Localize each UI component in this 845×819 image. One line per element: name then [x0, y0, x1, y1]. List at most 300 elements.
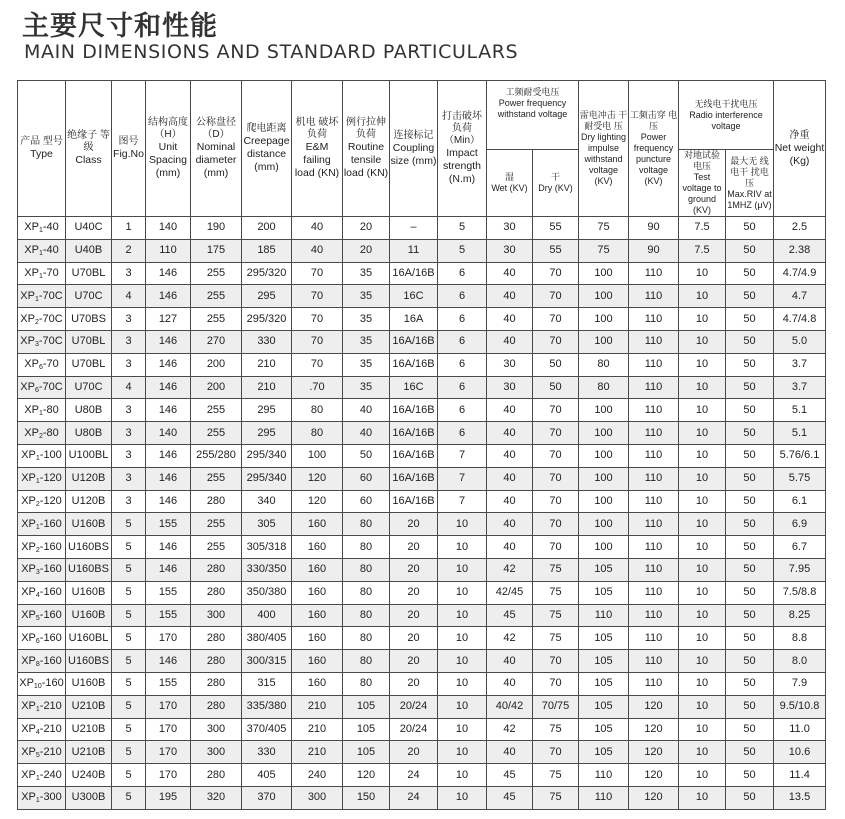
cell-lightning: 105 — [579, 581, 629, 604]
cell-puncture: 110 — [629, 422, 679, 445]
cell-diameter: 280 — [191, 695, 242, 718]
cell-tensile: 80 — [343, 581, 390, 604]
cell-weight: 7.5/8.8 — [774, 581, 826, 604]
type-prefix: XP — [21, 791, 36, 804]
cell-test: 10 — [679, 695, 726, 718]
type-prefix: XP — [21, 722, 36, 735]
cell-test: 10 — [679, 581, 726, 604]
type-prefix: XP — [20, 335, 35, 348]
type-subscript: 6 — [35, 637, 40, 645]
cell-tensile: 80 — [343, 604, 390, 627]
cell-dry: 55 — [533, 217, 579, 240]
table-row — [18, 604, 826, 627]
cell-type — [18, 376, 66, 399]
cell-riv: 50 — [726, 399, 774, 422]
cell-weight: 2.38 — [774, 239, 826, 262]
cell-riv: 50 — [726, 695, 774, 718]
cell-dry: 70 — [533, 444, 579, 467]
cell-coupling: 20 — [390, 627, 438, 650]
type-prefix: XP — [21, 540, 36, 553]
cell-test: 10 — [679, 353, 726, 376]
cell-tensile: 35 — [343, 262, 390, 285]
cell-failing: 160 — [292, 513, 343, 536]
cell-coupling: 24 — [390, 786, 438, 809]
cell-riv: 50 — [726, 262, 774, 285]
cell-coupling: 11 — [390, 239, 438, 262]
type-subscript: 2 — [34, 318, 39, 326]
cell-class: U160BS — [66, 650, 112, 673]
type-prefix: XP — [21, 563, 36, 576]
cell-lightning: 110 — [579, 604, 629, 627]
cell-lightning: 105 — [579, 558, 629, 581]
table-body — [18, 217, 826, 810]
cell-dry: 55 — [533, 239, 579, 262]
cell-wet: 45 — [487, 786, 533, 809]
cell-dry: 70 — [533, 262, 579, 285]
cell-lightning: 105 — [579, 695, 629, 718]
cell-diameter: 255 — [191, 467, 242, 490]
type-suffix: -40 — [42, 221, 59, 234]
cell-fig: 1 — [112, 217, 146, 240]
cell-weight: 9.5/10.8 — [774, 695, 826, 718]
cell-tensile: 35 — [343, 376, 390, 399]
cell-weight: 4.7/4.8 — [774, 308, 826, 331]
cell-puncture: 110 — [629, 650, 679, 673]
cell-fig: 3 — [112, 422, 146, 445]
cell-weight: 5.76/6.1 — [774, 444, 826, 467]
cell-failing: 160 — [292, 558, 343, 581]
cell-dry: 70/75 — [533, 695, 579, 718]
cell-dry: 70 — [533, 467, 579, 490]
cell-impact: 10 — [438, 672, 487, 695]
table-row — [18, 422, 826, 445]
type-suffix: -40 — [42, 244, 59, 257]
type-subscript: 1 — [35, 706, 40, 714]
cell-test: 10 — [679, 741, 726, 764]
type-subscript: 2 — [38, 432, 43, 440]
cell-coupling: 20 — [390, 741, 438, 764]
cell-lightning: 100 — [579, 467, 629, 490]
cell-failing: 100 — [292, 444, 343, 467]
type-suffix: -100 — [39, 449, 62, 462]
type-prefix: XP — [19, 677, 34, 690]
cell-tensile: 120 — [343, 764, 390, 787]
cell-type — [18, 308, 66, 331]
cell-fig: 3 — [112, 330, 146, 353]
cell-tensile: 35 — [343, 330, 390, 353]
cell-tensile: 40 — [343, 399, 390, 422]
cell-impact: 6 — [438, 262, 487, 285]
cell-fig: 5 — [112, 741, 146, 764]
type-suffix: -80 — [42, 426, 59, 439]
cell-test: 10 — [679, 422, 726, 445]
cell-test: 10 — [679, 764, 726, 787]
table-row — [18, 718, 826, 741]
cell-spacing: 146 — [146, 285, 191, 308]
table-row — [18, 513, 826, 536]
cell-diameter: 280 — [191, 558, 242, 581]
cell-class: U300B — [66, 786, 112, 809]
cell-class: U120B — [66, 490, 112, 513]
cell-dry: 70 — [533, 285, 579, 308]
type-subscript: 1 — [38, 227, 43, 235]
cell-spacing: 155 — [146, 604, 191, 627]
cell-riv: 50 — [726, 444, 774, 467]
cell-test: 10 — [679, 376, 726, 399]
cell-failing: 70 — [292, 308, 343, 331]
type-prefix: XP — [21, 631, 36, 644]
cell-creepage: 295/340 — [242, 444, 292, 467]
cell-wet: 42 — [487, 718, 533, 741]
cell-impact: 10 — [438, 558, 487, 581]
type-prefix: XP — [21, 449, 36, 462]
cell-type — [18, 239, 66, 262]
type-subscript: 8 — [35, 660, 40, 668]
cell-spacing: 146 — [146, 490, 191, 513]
cell-type — [18, 285, 66, 308]
cell-failing: 70 — [292, 285, 343, 308]
cell-diameter: 300 — [191, 741, 242, 764]
type-prefix: XP — [24, 221, 39, 234]
header-fig: 图号 Fig.No — [112, 81, 146, 217]
cell-creepage: 210 — [242, 353, 292, 376]
cell-spacing: 170 — [146, 718, 191, 741]
cell-class: U160BS — [66, 536, 112, 559]
cell-impact: 7 — [438, 490, 487, 513]
cell-coupling: 20 — [390, 650, 438, 673]
cell-riv: 50 — [726, 764, 774, 787]
type-suffix: -120 — [39, 494, 62, 507]
cell-coupling: 16A — [390, 308, 438, 331]
cell-type — [18, 786, 66, 809]
cell-puncture: 110 — [629, 536, 679, 559]
type-prefix: XP — [21, 586, 36, 599]
cell-impact: 6 — [438, 330, 487, 353]
type-suffix: -70 — [42, 266, 59, 279]
cell-spacing: 146 — [146, 330, 191, 353]
cell-lightning: 80 — [579, 376, 629, 399]
cell-fig: 4 — [112, 285, 146, 308]
header-test-voltage: 对地试验 电压 Test voltage to ground (KV) — [679, 150, 726, 217]
cell-dry: 75 — [533, 627, 579, 650]
cell-creepage: 300/315 — [242, 650, 292, 673]
cell-diameter: 255 — [191, 399, 242, 422]
cell-test: 10 — [679, 604, 726, 627]
cell-spacing: 146 — [146, 467, 191, 490]
header-radio-interference: 无线电干扰电压 Radio interference voltage — [679, 81, 774, 150]
cell-lightning: 100 — [579, 285, 629, 308]
type-subscript: 4 — [35, 592, 40, 600]
cell-test: 10 — [679, 444, 726, 467]
header-dry: 干 Dry (KV) — [533, 150, 579, 217]
cell-type — [18, 490, 66, 513]
cell-class: U210B — [66, 695, 112, 718]
cell-type — [18, 672, 66, 695]
cell-impact: 6 — [438, 376, 487, 399]
cell-creepage: 315 — [242, 672, 292, 695]
cell-coupling: 20 — [390, 536, 438, 559]
cell-puncture: 110 — [629, 672, 679, 695]
cell-impact: 6 — [438, 308, 487, 331]
type-suffix: -70C — [38, 335, 63, 348]
type-prefix: XP — [21, 517, 36, 530]
page-title-en: MAIN DIMENSIONS AND STANDARD PARTICULARS — [24, 41, 519, 63]
cell-diameter: 255 — [191, 422, 242, 445]
cell-tensile: 20 — [343, 239, 390, 262]
type-subscript: 6 — [34, 386, 39, 394]
cell-impact: 10 — [438, 695, 487, 718]
cell-riv: 50 — [726, 330, 774, 353]
table-row — [18, 558, 826, 581]
cell-class: U70BL — [66, 330, 112, 353]
cell-riv: 50 — [726, 308, 774, 331]
cell-type — [18, 764, 66, 787]
cell-lightning: 105 — [579, 650, 629, 673]
cell-creepage: 330/350 — [242, 558, 292, 581]
cell-class: U160BL — [66, 627, 112, 650]
cell-weight: 6.7 — [774, 536, 826, 559]
table-row — [18, 217, 826, 240]
cell-fig: 2 — [112, 239, 146, 262]
cell-diameter: 200 — [191, 376, 242, 399]
cell-impact: 10 — [438, 581, 487, 604]
cell-coupling: 20 — [390, 581, 438, 604]
cell-class: U100BL — [66, 444, 112, 467]
cell-test: 10 — [679, 308, 726, 331]
cell-weight: 5.75 — [774, 467, 826, 490]
cell-wet: 40 — [487, 536, 533, 559]
cell-wet: 40 — [487, 741, 533, 764]
cell-riv: 50 — [726, 558, 774, 581]
cell-wet: 40 — [487, 672, 533, 695]
cell-wet: 40 — [487, 330, 533, 353]
cell-coupling: 16A/16B — [390, 490, 438, 513]
type-prefix: XP — [24, 244, 39, 257]
cell-type — [18, 467, 66, 490]
cell-puncture: 110 — [629, 581, 679, 604]
cell-dry: 75 — [533, 558, 579, 581]
type-subscript: 1 — [35, 455, 40, 463]
cell-dry: 70 — [533, 490, 579, 513]
type-subscript: 2 — [35, 500, 40, 508]
cell-impact: 5 — [438, 217, 487, 240]
cell-creepage: 210 — [242, 376, 292, 399]
cell-creepage: 295 — [242, 285, 292, 308]
cell-type — [18, 718, 66, 741]
cell-wet: 40 — [487, 467, 533, 490]
cell-class: U70C — [66, 376, 112, 399]
cell-diameter: 300 — [191, 604, 242, 627]
cell-riv: 50 — [726, 285, 774, 308]
cell-wet: 30 — [487, 353, 533, 376]
header-type: 产品 型号 Type — [18, 81, 66, 217]
cell-riv: 50 — [726, 422, 774, 445]
cell-lightning: 110 — [579, 764, 629, 787]
cell-coupling: 24 — [390, 764, 438, 787]
cell-spacing: 146 — [146, 444, 191, 467]
cell-riv: 50 — [726, 650, 774, 673]
cell-impact: 6 — [438, 353, 487, 376]
type-suffix: -210 — [39, 700, 62, 713]
cell-spacing: 146 — [146, 536, 191, 559]
cell-test: 10 — [679, 262, 726, 285]
type-subscript: 3 — [35, 569, 40, 577]
cell-riv: 50 — [726, 239, 774, 262]
cell-weight: 8.0 — [774, 650, 826, 673]
cell-spacing: 140 — [146, 422, 191, 445]
cell-type — [18, 604, 66, 627]
cell-riv: 50 — [726, 718, 774, 741]
cell-fig: 3 — [112, 399, 146, 422]
cell-spacing: 155 — [146, 513, 191, 536]
cell-weight: 4.7/4.9 — [774, 262, 826, 285]
cell-lightning: 105 — [579, 741, 629, 764]
cell-tensile: 40 — [343, 422, 390, 445]
cell-dry: 75 — [533, 604, 579, 627]
cell-lightning: 100 — [579, 262, 629, 285]
cell-failing: 160 — [292, 672, 343, 695]
cell-class: U70BL — [66, 353, 112, 376]
cell-riv: 50 — [726, 786, 774, 809]
cell-wet: 30 — [487, 217, 533, 240]
cell-failing: 210 — [292, 695, 343, 718]
cell-fig: 5 — [112, 536, 146, 559]
cell-lightning: 100 — [579, 513, 629, 536]
cell-puncture: 120 — [629, 695, 679, 718]
cell-diameter: 270 — [191, 330, 242, 353]
cell-tensile: 80 — [343, 558, 390, 581]
cell-class: U70BL — [66, 262, 112, 285]
cell-creepage: 380/405 — [242, 627, 292, 650]
type-suffix: -80 — [42, 403, 59, 416]
header-class: 绝缘子 等 级 Class — [66, 81, 112, 217]
cell-puncture: 120 — [629, 786, 679, 809]
header-tensile-load: 例行拉伸 负荷 Routine tensile load (KN) — [343, 81, 390, 217]
type-prefix: XP — [20, 312, 35, 325]
type-subscript: 5 — [35, 614, 40, 622]
cell-wet: 42 — [487, 558, 533, 581]
header-spacing: 结构高度 （H） Unit Spacing (mm) — [146, 81, 191, 217]
cell-dry: 70 — [533, 741, 579, 764]
type-subscript: 4 — [35, 728, 40, 736]
cell-spacing: 170 — [146, 695, 191, 718]
cell-fig: 5 — [112, 513, 146, 536]
cell-tensile: 60 — [343, 490, 390, 513]
cell-impact: 6 — [438, 285, 487, 308]
cell-coupling: 16A/16B — [390, 399, 438, 422]
cell-type — [18, 695, 66, 718]
cell-weight: 2.5 — [774, 217, 826, 240]
cell-failing: 300 — [292, 786, 343, 809]
cell-creepage: 330 — [242, 741, 292, 764]
cell-dry: 70 — [533, 536, 579, 559]
cell-failing: 160 — [292, 627, 343, 650]
cell-spacing: 140 — [146, 217, 191, 240]
cell-coupling: 16A/16B — [390, 330, 438, 353]
cell-coupling: – — [390, 217, 438, 240]
header-wet: 湿 Wet (KV) — [487, 150, 533, 217]
cell-class: U40B — [66, 239, 112, 262]
cell-dry: 70 — [533, 650, 579, 673]
cell-type — [18, 353, 66, 376]
cell-tensile: 80 — [343, 627, 390, 650]
cell-diameter: 255/280 — [191, 444, 242, 467]
cell-tensile: 60 — [343, 467, 390, 490]
cell-creepage: 370 — [242, 786, 292, 809]
type-suffix: -70 — [42, 358, 59, 371]
cell-weight: 5.1 — [774, 399, 826, 422]
cell-test: 10 — [679, 672, 726, 695]
cell-wet: 42/45 — [487, 581, 533, 604]
cell-test: 7.5 — [679, 217, 726, 240]
cell-riv: 50 — [726, 513, 774, 536]
type-suffix: -160 — [39, 586, 62, 599]
cell-class: U160B — [66, 581, 112, 604]
cell-wet: 40 — [487, 399, 533, 422]
cell-test: 10 — [679, 536, 726, 559]
cell-riv: 50 — [726, 672, 774, 695]
cell-puncture: 120 — [629, 764, 679, 787]
cell-tensile: 150 — [343, 786, 390, 809]
cell-impact: 10 — [438, 650, 487, 673]
table-row — [18, 262, 826, 285]
cell-riv: 50 — [726, 581, 774, 604]
cell-impact: 10 — [438, 604, 487, 627]
table-row — [18, 764, 826, 787]
cell-impact: 10 — [438, 741, 487, 764]
cell-weight: 3.7 — [774, 376, 826, 399]
type-suffix: -210 — [39, 745, 62, 758]
cell-type — [18, 422, 66, 445]
cell-failing: 240 — [292, 764, 343, 787]
table-row — [18, 308, 826, 331]
cell-spacing: 146 — [146, 399, 191, 422]
type-suffix: -300 — [39, 791, 62, 804]
cell-creepage: 350/380 — [242, 581, 292, 604]
cell-creepage: 370/405 — [242, 718, 292, 741]
type-suffix: -160 — [39, 517, 62, 530]
cell-fig: 5 — [112, 650, 146, 673]
cell-diameter: 280 — [191, 672, 242, 695]
cell-dry: 75 — [533, 764, 579, 787]
cell-lightning: 100 — [579, 444, 629, 467]
cell-test: 10 — [679, 650, 726, 673]
cell-lightning: 105 — [579, 718, 629, 741]
cell-coupling: 16A/16B — [390, 422, 438, 445]
cell-failing: .70 — [292, 376, 343, 399]
type-prefix: XP — [24, 403, 39, 416]
cell-type — [18, 558, 66, 581]
cell-weight: 8.8 — [774, 627, 826, 650]
cell-weight: 11.4 — [774, 764, 826, 787]
cell-failing: 210 — [292, 718, 343, 741]
cell-class: U80B — [66, 422, 112, 445]
type-subscript: 1 — [35, 797, 40, 805]
cell-test: 10 — [679, 399, 726, 422]
cell-diameter: 255 — [191, 285, 242, 308]
table-row — [18, 650, 826, 673]
cell-puncture: 110 — [629, 513, 679, 536]
type-prefix: XP — [21, 494, 36, 507]
cell-fig: 5 — [112, 764, 146, 787]
cell-coupling: 16A/16B — [390, 444, 438, 467]
cell-fig: 3 — [112, 490, 146, 513]
cell-fig: 3 — [112, 467, 146, 490]
cell-failing: 160 — [292, 650, 343, 673]
type-prefix: XP — [21, 768, 36, 781]
cell-puncture: 110 — [629, 558, 679, 581]
cell-dry: 70 — [533, 330, 579, 353]
